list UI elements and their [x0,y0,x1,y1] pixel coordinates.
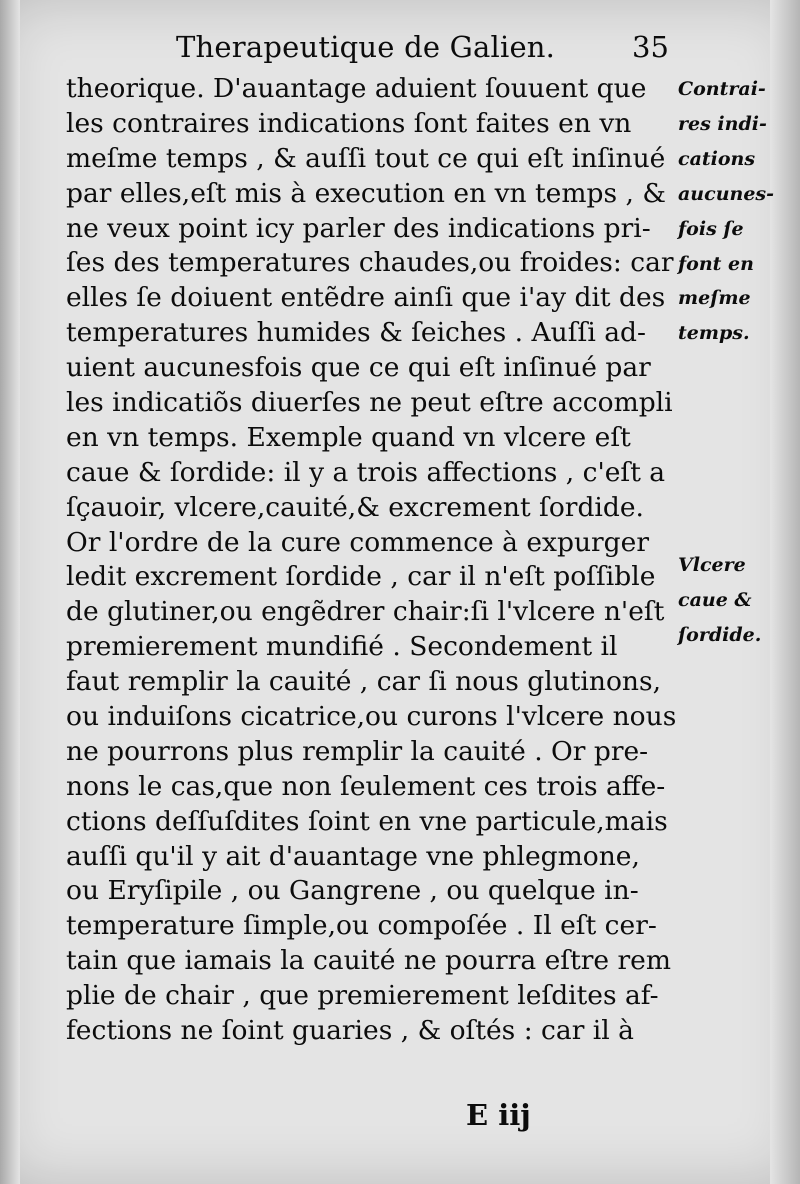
margin-note-line: aucunes- [678,182,774,205]
text-line: les indicatiõs diuerſes ne peut eſtre accompli [66,387,673,419]
text-line: uient aucunesfois que ce qui eſt inſinué par [66,352,651,384]
margin-note-line: temps. [678,322,750,345]
text-line: ne pourrons plus remplir la cauité . Or pre- [66,735,649,767]
text-line: theorique. D'auantage aduient ſouuent que [66,73,647,104]
margin-note-line: ſordide. [678,623,762,646]
page-edge-left [0,0,20,1184]
text-line: ſçauoir, vlcere,cauité,& excrement ſordide. [66,491,644,523]
text-line: par elles,eſt mis à execution en vn temps , & [66,177,666,209]
signature-mark: E iij [466,1098,531,1132]
text-line: en vn temps. Exemple quand vn vlcere eſt [66,421,631,453]
margin-note-line: Vlcere [678,554,746,576]
text-line: temperatures humides & ſeiches . Auſſi ad- [66,317,646,349]
text-line: caue & ſordide: il y a trois affections , c'eſt a [66,456,666,488]
text-line: ſes des temperatures chaudes,ou froides: car [66,247,674,279]
text-line: auſſi qu'il y ait d'auantage vne phlegmone, [66,840,640,872]
text-line: faut remplir la cauité , car ſi nous glutinons, [66,666,662,698]
text-line: nons le cas,que non ſeulement ces trois affe- [66,770,666,802]
text-line: meſme temps , & auſſi tout ce qui eſt inſinué [66,142,666,174]
text-line: fections ne ſoint guaries , & oſtés : car il à [66,1015,634,1047]
text-line: Or l'ordre de la cure commence à expurger [66,526,649,558]
margin-note-line: font en [678,252,754,275]
text-line: ne veux point icy parler des indications pri- [66,212,651,244]
text-line: ledit excrement ſordide , car il n'eſt poſſible [66,561,656,593]
text-line: premierement mundifié . Secondement il [66,631,618,663]
page-number: 35 [632,30,669,64]
text-line: plie de chair , que premierement leſdites af- [66,980,659,1012]
text-line: les contraires indications ſont faites en vn [66,107,632,139]
text-line: temperature ſimple,ou compoſée . Il eſt cer- [66,910,657,942]
text-line: elles ſe doiuent entẽdre ainſi que i'ay dit des [66,282,666,314]
margin-note-line: caue & [678,588,752,611]
margin-note-line: cations [678,147,756,170]
text-line: de glutiner,ou engẽdrer chair:ſi l'vlcere n'eſt [66,596,665,628]
margin-note-line: meſme [678,287,751,310]
margin-note-ulcer [678,548,790,653]
margin-note-contrary-indications [678,72,790,351]
main-text-block [66,72,686,1049]
text-line: ctions deſſuſdites ſoint en vne particule,mais [66,805,668,837]
margin-note-line: Contrai- [678,78,766,100]
margin-note-line: fois ſe [678,217,744,240]
text-line: ou Eryſipile , ou Gangrene , ou quelque in- [66,875,639,907]
running-title: Therapeutique de Galien. [176,30,556,64]
margin-note-line: res indi- [678,112,767,135]
text-line: ou induiſons cicatrice,ou curons l'vlcere nous [66,701,677,733]
text-line: tain que iamais la cauité ne pourra eſtre rem [66,945,671,977]
